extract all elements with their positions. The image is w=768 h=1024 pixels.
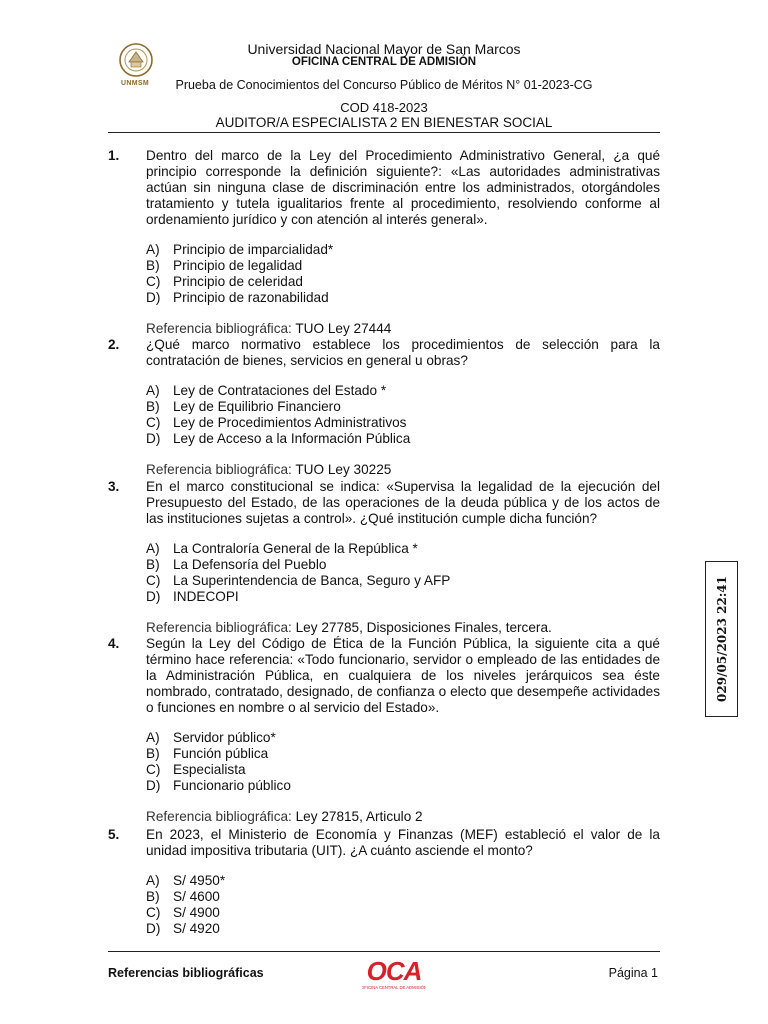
question-text: En 2023, el Ministerio de Economía y Finanzas (MEF) estableció el valor de la unidad impositiva tributaria (UIT). ¿A cuánto asciende el monto? (146, 827, 660, 858)
option-c: C) Especialista (146, 762, 246, 777)
option-b: B) Ley de Equilibrio Financiero (146, 399, 341, 414)
question-number: 4. (108, 636, 120, 651)
option-c: C) Ley de Procedimientos Administrativos (146, 415, 407, 430)
option-list (146, 541, 660, 605)
question-number: 2. (108, 337, 120, 352)
office-name: OFICINA CENTRAL DE ADMISIÓN (291, 56, 477, 68)
question-text: En el marco constitucional se indica: «Supervisa la legalidad de la ejecución del Presupuesto del Estado, de las operaciones de la deuda pública y de los actos de las instituciones sujetas a control». ¿Qué institución cumple dicha función? (146, 479, 660, 526)
exam-code: COD 418-2023 (340, 100, 428, 115)
svg-text:OFICINA CENTRAL DE ADMISIÓN: OFICINA CENTRAL DE ADMISIÓN (362, 985, 426, 990)
option-c: C) S/ 4900 (146, 905, 220, 920)
option-d: D) Ley de Acceso a la Información Pública (146, 431, 411, 446)
option-c: C) Principio de celeridad (146, 274, 303, 289)
question-5 (108, 827, 660, 937)
question-number: 1. (108, 148, 120, 163)
option-b: B) Función pública (146, 746, 269, 761)
option-list (146, 242, 660, 306)
bibliographic-reference: Referencia bibliográfica: TUO Ley 30225 (146, 462, 392, 477)
option-list (146, 730, 660, 794)
question-3 (108, 479, 660, 636)
question-number: 3. (108, 479, 120, 494)
seal-label: UNMSM (121, 80, 149, 87)
question-text: Dentro del marco de la Ley del Procedimiento Administrativo General, ¿a qué principio corresponde la definición siguiente?: «Las autoridades administrativas actúan sin ninguna clase de discriminación entre los administrados, otorgándoles tratamiento y tutela igualitarios frente al procedimiento, resolviendo conforme al ordenamiento jurídico y con atención al interés general». (146, 148, 660, 227)
option-a: A) S/ 4950* (146, 873, 226, 888)
page-number: Página 1 (608, 966, 658, 980)
date-stamp-text: 029/05/2023 22:41 (714, 576, 729, 702)
option-a: A) Servidor público* (146, 730, 276, 745)
oca-logo-icon (362, 957, 426, 991)
option-b: B) Principio de legalidad (146, 258, 303, 273)
option-d: D) INDECOPI (146, 589, 239, 604)
option-b: B) La Defensoría del Pueblo (146, 557, 327, 572)
date-stamp (705, 561, 738, 717)
option-a: A) Principio de imparcialidad* (146, 242, 334, 257)
option-d: D) S/ 4920 (146, 921, 220, 936)
bibliographic-reference: Referencia bibliográfica: TUO Ley 27444 (146, 321, 392, 336)
question-1 (108, 148, 660, 337)
question-2 (108, 337, 660, 478)
option-list (146, 873, 660, 937)
footer-divider (108, 951, 660, 952)
header-divider (108, 132, 660, 133)
option-a: A) Ley de Contrataciones del Estado * (146, 383, 387, 398)
option-d: D) Principio de razonabilidad (146, 290, 329, 305)
question-number: 5. (108, 827, 120, 842)
university-name: Universidad Nacional Mayor de San Marcos (247, 41, 521, 57)
option-list (146, 383, 660, 447)
bibliographic-reference: Referencia bibliográfica: Ley 27785, Disposiciones Finales, tercera. (146, 620, 552, 635)
footer-title: Referencias bibliográficas (108, 966, 264, 980)
option-d: D) Funcionario público (146, 778, 291, 793)
bibliographic-reference: Referencia bibliográfica: Ley 27815, Articulo 2 (146, 809, 423, 824)
question-text: ¿Qué marco normativo establece los procedimientos de selección para la contratación de bienes, servicios en general u obras? (146, 337, 660, 368)
exam-title: Prueba de Conocimientos del Concurso Público de Méritos N° 01-2023-CG (175, 78, 593, 92)
option-c: C) La Superintendencia de Banca, Seguro y AFP (146, 573, 451, 588)
question-4 (108, 636, 660, 825)
question-text: Según la Ley del Código de Ética de la Función Pública, la siguiente cita a qué término hace referencia: «Todo funcionario, servidor o empleado de las entidades de la Administración Pública, en cualquiera de los niveles jerárquicos sea éste nombrado, contratado, designado, de confianza o electo que desempeñe actividades o funciones en nombre o al servicio del Estado». (146, 636, 660, 715)
option-b: B) S/ 4600 (146, 889, 220, 904)
svg-text:OCA: OCA (366, 957, 422, 986)
position-title: AUDITOR/A ESPECIALISTA 2 EN BIENESTAR SOCIAL (215, 115, 553, 130)
option-a: A) La Contraloría General de la República * (146, 541, 418, 556)
